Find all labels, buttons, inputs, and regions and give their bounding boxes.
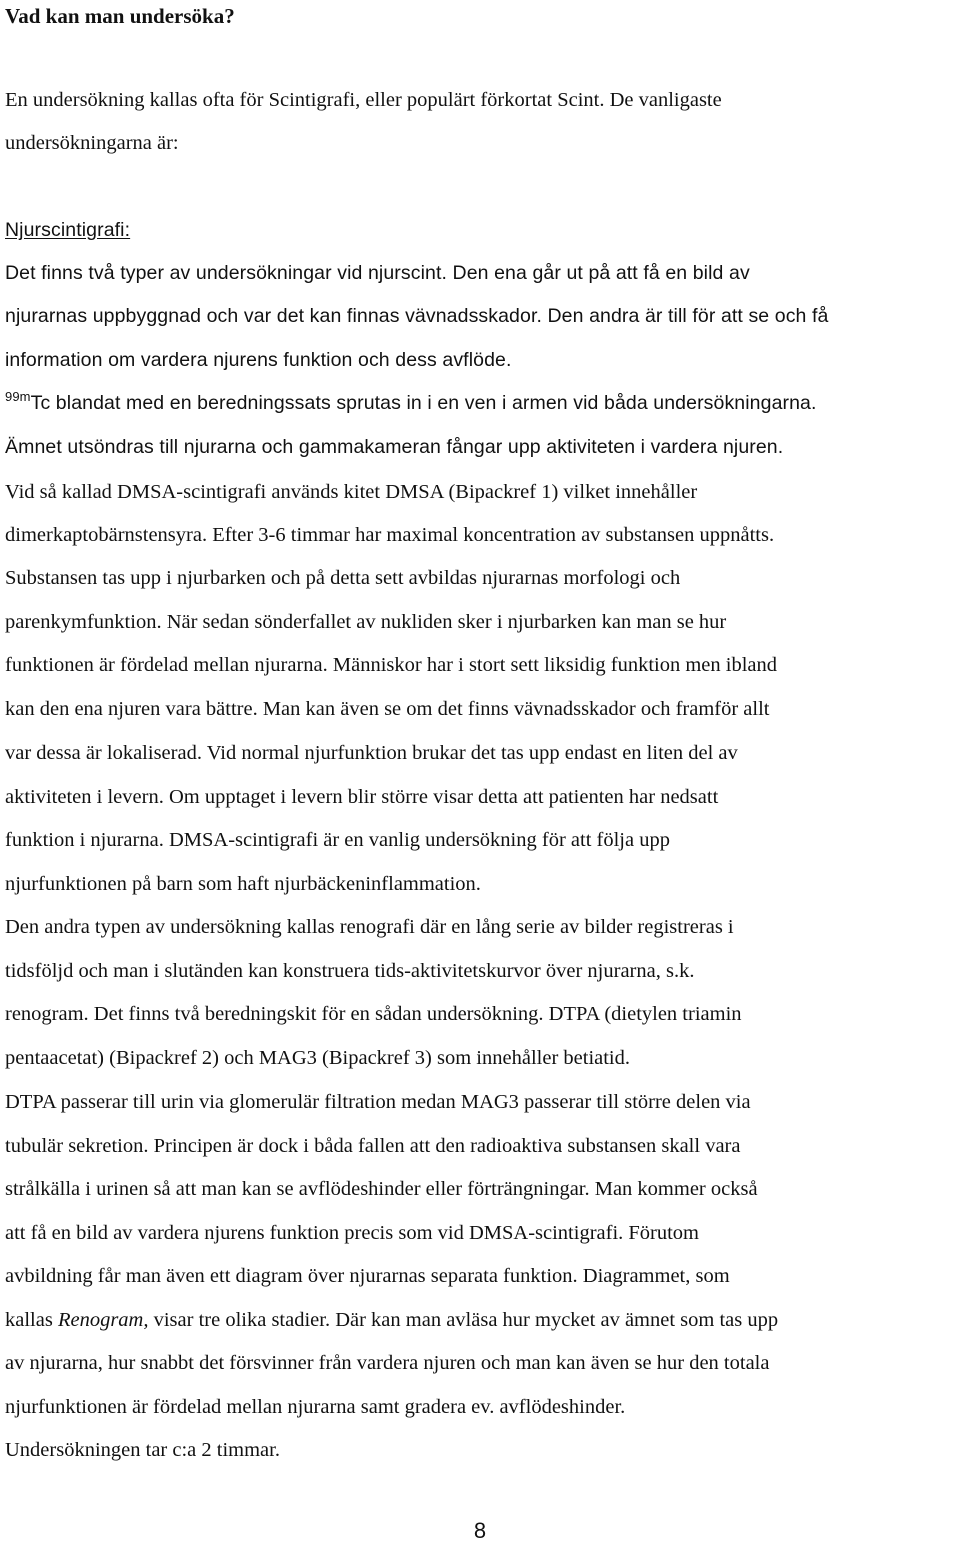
body-line-10: funktionen är fördelad mellan njurarna. Människor har i stort sett liksidig funktion men ibland (5, 654, 777, 676)
body-line-8: Substansen tas upp i njurbarken och på detta sett avbildas njurarnas morfologi och (5, 567, 681, 589)
body-line-20: DTPA passerar till urin via glomerulär filtration medan MAG3 passerar till större delen via (5, 1091, 751, 1113)
body-line-21: tubulär sekretion. Principen är dock i båda fallen att den radioaktiva substansen skall vara (5, 1135, 741, 1157)
body-line-4-text: Tc blandat med en beredningssats sprutas in i en ven i armen vid båda undersökningarna. (30, 392, 817, 414)
body-line-18: renogram. Det finns två beredningskit för en sådan undersökning. DTPA (dietylen triamin (5, 1003, 742, 1025)
body-line-13: aktiviteten i levern. Om upptaget i levern blir större visar detta att patienten har nedsatt (5, 786, 719, 808)
body-line-7: dimerkaptobärnstensyra. Efter 3-6 timmar har maximal koncentration av substansen uppnåtts. (5, 524, 775, 546)
body-line-2: njurarnas uppbyggnad och var det kan finnas vävnadsskador. Den andra är till för att se och få (5, 305, 829, 327)
body-line-14: funktion i njurarna. DMSA-scintigrafi är en vanlig undersökning för att följa upp (5, 829, 670, 851)
intro-line-1: En undersökning kallas ofta för Scintigrafi, eller populärt förkortat Scint. De vanligaste (5, 89, 722, 111)
body-line-25-post: visar tre olika stadier. Där kan man avläsa hur mycket av ämnet som tas upp (148, 1309, 779, 1331)
body-line-11: kan den ena njuren vara bättre. Man kan även se om det finns vävnadsskador och framför allt (5, 698, 770, 720)
body-line-3: information om vardera njurens funktion och dess avflöde. (5, 349, 512, 371)
page-number: 8 (473, 1518, 487, 1543)
body-line-9: parenkymfunktion. När sedan sönderfallet av nukliden sker i njurbarken kan man se hur (5, 611, 727, 633)
body-line-26: av njurarna, hur snabbt det försvinner från vardera njuren och man kan även se hur den totala (5, 1352, 770, 1374)
body-line-4 (5, 391, 817, 417)
body-line-23: att få en bild av vardera njurens funktion precis som vid DMSA-scintigrafi. Förutom (5, 1222, 700, 1244)
body-line-12: var dessa är lokaliserad. Vid normal njurfunktion brukar det tas upp endast en liten del av (5, 742, 738, 764)
isotope-superscript: 99m (5, 389, 31, 404)
body-line-25-pre: kallas (5, 1309, 58, 1331)
body-line-25 (5, 1308, 778, 1332)
body-line-1: Det finns två typer av undersökningar vid njurscint. Den ena går ut på att få en bild av (5, 262, 750, 284)
body-line-28: Undersökningen tar c:a 2 timmar. (5, 1439, 280, 1461)
page-heading: Vad kan man undersöka? (5, 4, 235, 28)
body-line-5: Ämnet utsöndras till njurarna och gammakameran fångar upp aktiviteten i vardera njuren. (5, 436, 784, 458)
body-line-15: njurfunktionen på barn som haft njurbäckeninflammation. (5, 873, 481, 895)
intro-line-2: undersökningarna är: (5, 132, 179, 154)
body-line-22: strålkälla i urinen så att man kan se avflödeshinder eller förträngningar. Man kommer också (5, 1178, 758, 1200)
body-line-27: njurfunktionen är fördelad mellan njurarna samt gradera ev. avflödeshinder. (5, 1396, 626, 1418)
body-line-17: tidsföljd och man i slutänden kan konstruera tids-aktivitetskurvor över njurarna, s.k. (5, 960, 695, 982)
renogram-term: Renogram, (57, 1309, 149, 1331)
body-line-24: avbildning får man även ett diagram över njurarnas separata funktion. Diagrammet, som (5, 1265, 730, 1287)
section-label: Njurscintigrafi: (5, 219, 131, 241)
body-line-16: Den andra typen av undersökning kallas renografi där en lång serie av bilder registreras i (5, 916, 734, 938)
body-line-19: pentaacetat) (Bipackref 2) och MAG3 (Bipackref 3) som innehåller betiatid. (5, 1047, 630, 1069)
body-line-6: Vid så kallad DMSA-scintigrafi används kitet DMSA (Bipackref 1) vilket innehåller (5, 481, 698, 503)
